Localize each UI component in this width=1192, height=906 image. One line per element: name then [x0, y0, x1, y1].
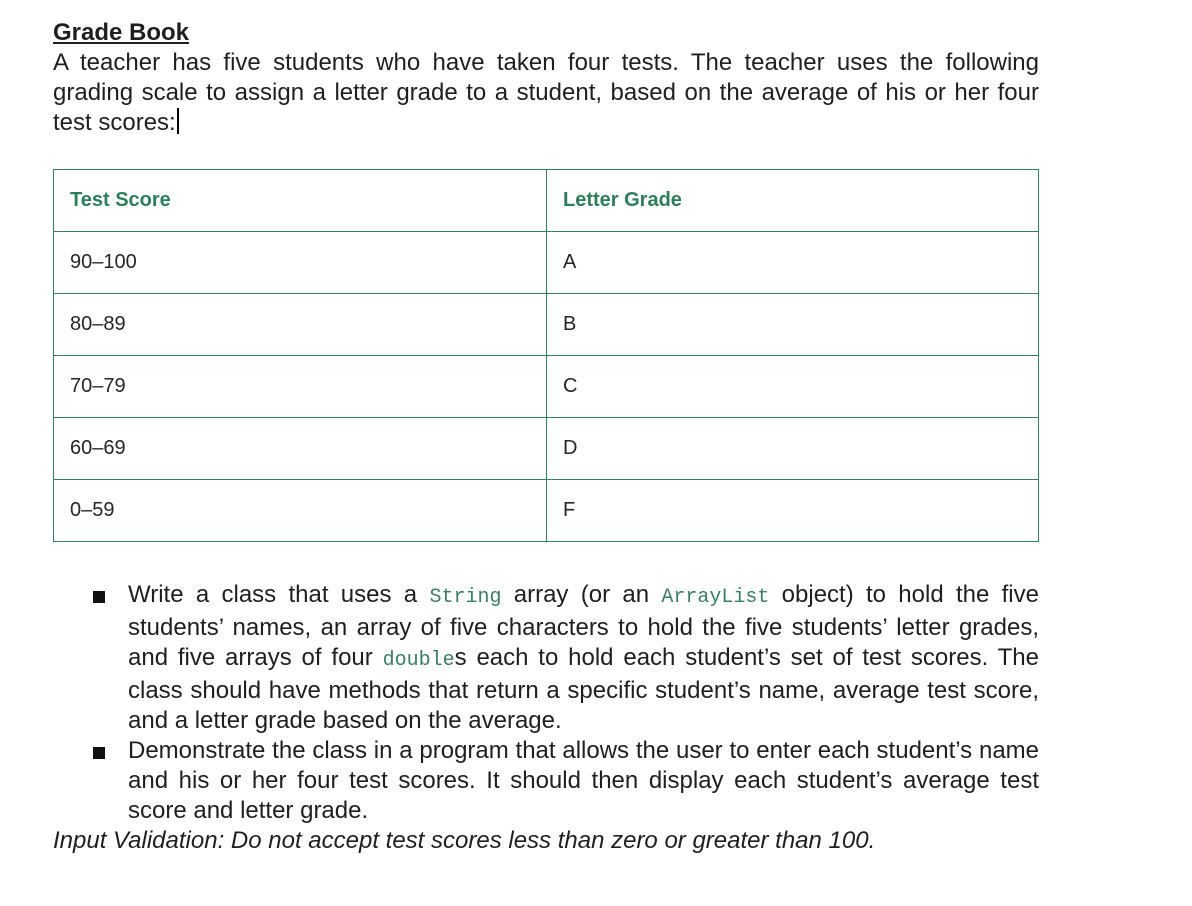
intro-text: A teacher has five students who have taken four tests. The teacher uses the following grading scale to assign a letter grade to a student, based on the average of his or her four test scores: [53, 49, 1039, 136]
instructions [53, 580, 1039, 856]
bullet-text: s each to hold each student’s set of test scores. The class should have methods that return a specific student’s name, average test score, and a letter grade based on the average. [128, 644, 1039, 734]
score-range-cell: 80–89 [54, 294, 547, 356]
table-header-row [54, 170, 1039, 232]
table-row [54, 232, 1039, 294]
text-cursor [177, 108, 179, 134]
header-letter-grade: Letter Grade [547, 170, 1039, 232]
grading-scale-table [53, 169, 1039, 542]
code-string: String [429, 586, 502, 609]
intro-paragraph[interactable] [53, 48, 1039, 138]
bullet-text: object) to hold the five students’ names, an array of five characters to hold the five students’ letter grades, and five arrays of four [128, 581, 1039, 671]
table-row [54, 356, 1039, 418]
score-range-cell: 60–69 [54, 418, 547, 480]
letter-grade-cell: B [547, 294, 1039, 356]
page-title: Grade Book [53, 19, 190, 46]
table-row [54, 480, 1039, 542]
code-double: double [382, 649, 455, 672]
bullet-square-icon [93, 591, 105, 603]
bullet-text: Demonstrate the class in a program that allows the user to enter each student’s name and his or her four test scores. It should then display each student’s average test score and letter grade. [128, 737, 1039, 824]
score-range-cell: 70–79 [54, 356, 547, 418]
score-range-cell: 0–59 [54, 480, 547, 542]
letter-grade-cell: F [547, 480, 1039, 542]
code-arraylist: ArrayList [661, 586, 770, 609]
header-test-score: Test Score [54, 170, 547, 232]
document-header [53, 18, 1039, 138]
table-row [54, 418, 1039, 480]
letter-grade-cell: C [547, 356, 1039, 418]
score-range-cell: 90–100 [54, 232, 547, 294]
bullet-item-demo [53, 736, 1039, 826]
input-validation-note: Input Validation: Do not accept test scores less than zero or greater than 100. [53, 827, 876, 854]
table-row [54, 294, 1039, 356]
letter-grade-cell: D [547, 418, 1039, 480]
letter-grade-cell: A [547, 232, 1039, 294]
bullet-square-icon [93, 747, 105, 759]
bullet-text: array (or an [501, 581, 662, 608]
bullet-item-class [53, 580, 1039, 736]
bullet-text: Write a class that uses a [128, 581, 430, 608]
